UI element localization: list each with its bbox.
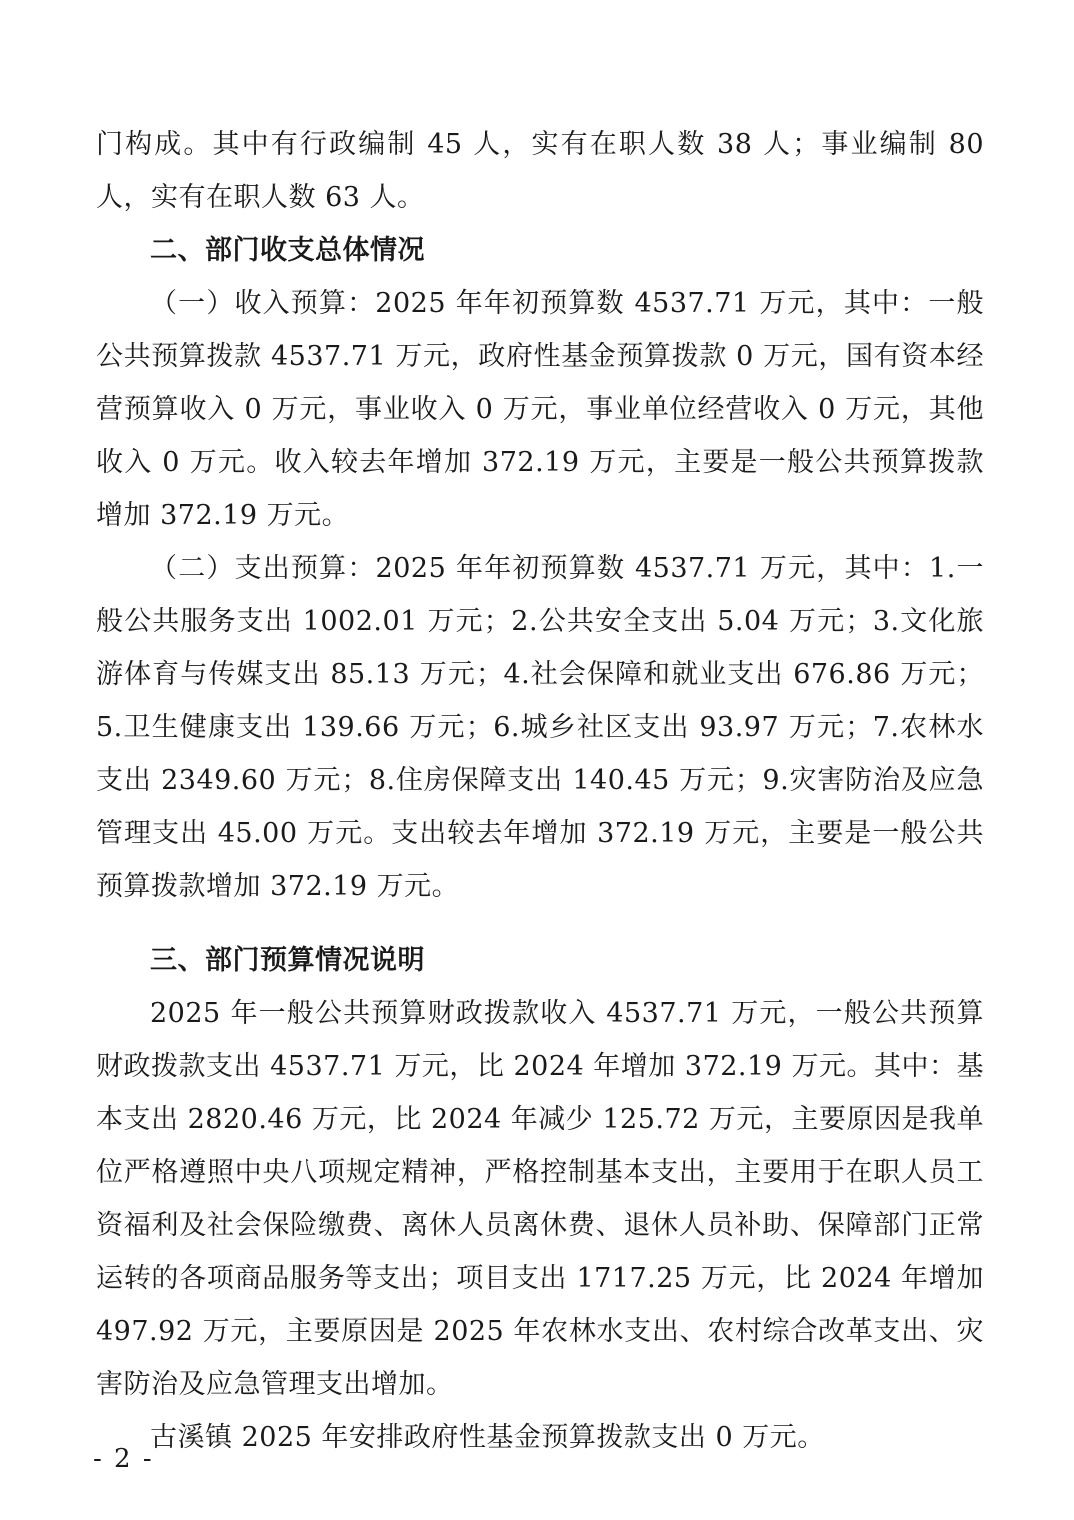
spacer <box>96 913 984 934</box>
section-heading-2: 二、部门收支总体情况 <box>150 235 425 266</box>
paragraph-income-budget: （一）收入预算：2025 年年初预算数 4537.71 万元，其中：一般公共预算拨款 4537.71 万元，政府性基金预算拨款 0 万元，国有资本经营预算收入 0 万元，事业收入 0 万元，事业单位经营收入 0 万元，其他收入 0 万元。收入较去年增加 372.19 万元，主要是一般公共预算拨款增加 372.19 万元。 <box>96 288 984 531</box>
section-heading-3: 三、部门预算情况说明 <box>150 945 425 976</box>
page-number: - 2 - <box>93 1444 154 1474</box>
paragraph-budget-explanation: 2025 年一般公共预算财政拨款收入 4537.71 万元，一般公共预算财政拨款支出 4537.71 万元，比 2024 年增加 372.19 万元。其中：基本支出 2820.46 万元，比 2024 年减少 125.72 万元，主要原因是我单位严格遵照中央八项规定精神，严格控制基本支出，主要用于在职人员工资福利及社会保险缴费、离休人员离休费、退休人员补助、保障部门正常运转的各项商品服务等支出；项目支出 1717.25 万元，比 2024 年增加 497.92 万元，主要原因是 2025 年农林水支出、农村综合改革支出、灾害防治及应急管理支出增加。 <box>96 998 984 1400</box>
paragraph-staff: 门构成。其中有行政编制 45 人，实有在职人数 38 人；事业编制 80 人，实有在职人数 63 人。 <box>96 129 984 213</box>
paragraph-expense-budget: （二）支出预算：2025 年年初预算数 4537.71 万元，其中：1.一般公共服务支出 1002.01 万元；2.公共安全支出 5.04 万元；3.文化旅游体育与传媒支出 85.13 万元；4.社会保障和就业支出 676.86 万元；5.卫生健康支出 139.66 万元；6.城乡社区支出 93.97 万元；7.农林水支出 2349.60 万元；8.住房保障支出 140.45 万元；9.灾害防治及应急管理支出 45.00 万元。支出较去年增加 372.19 万元，主要是一般公共预算拨款增加 372.19 万元。 <box>96 553 984 902</box>
paragraph-government-fund: 古溪镇 2025 年安排政府性基金预算拨款支出 0 万元。 <box>150 1422 825 1453</box>
